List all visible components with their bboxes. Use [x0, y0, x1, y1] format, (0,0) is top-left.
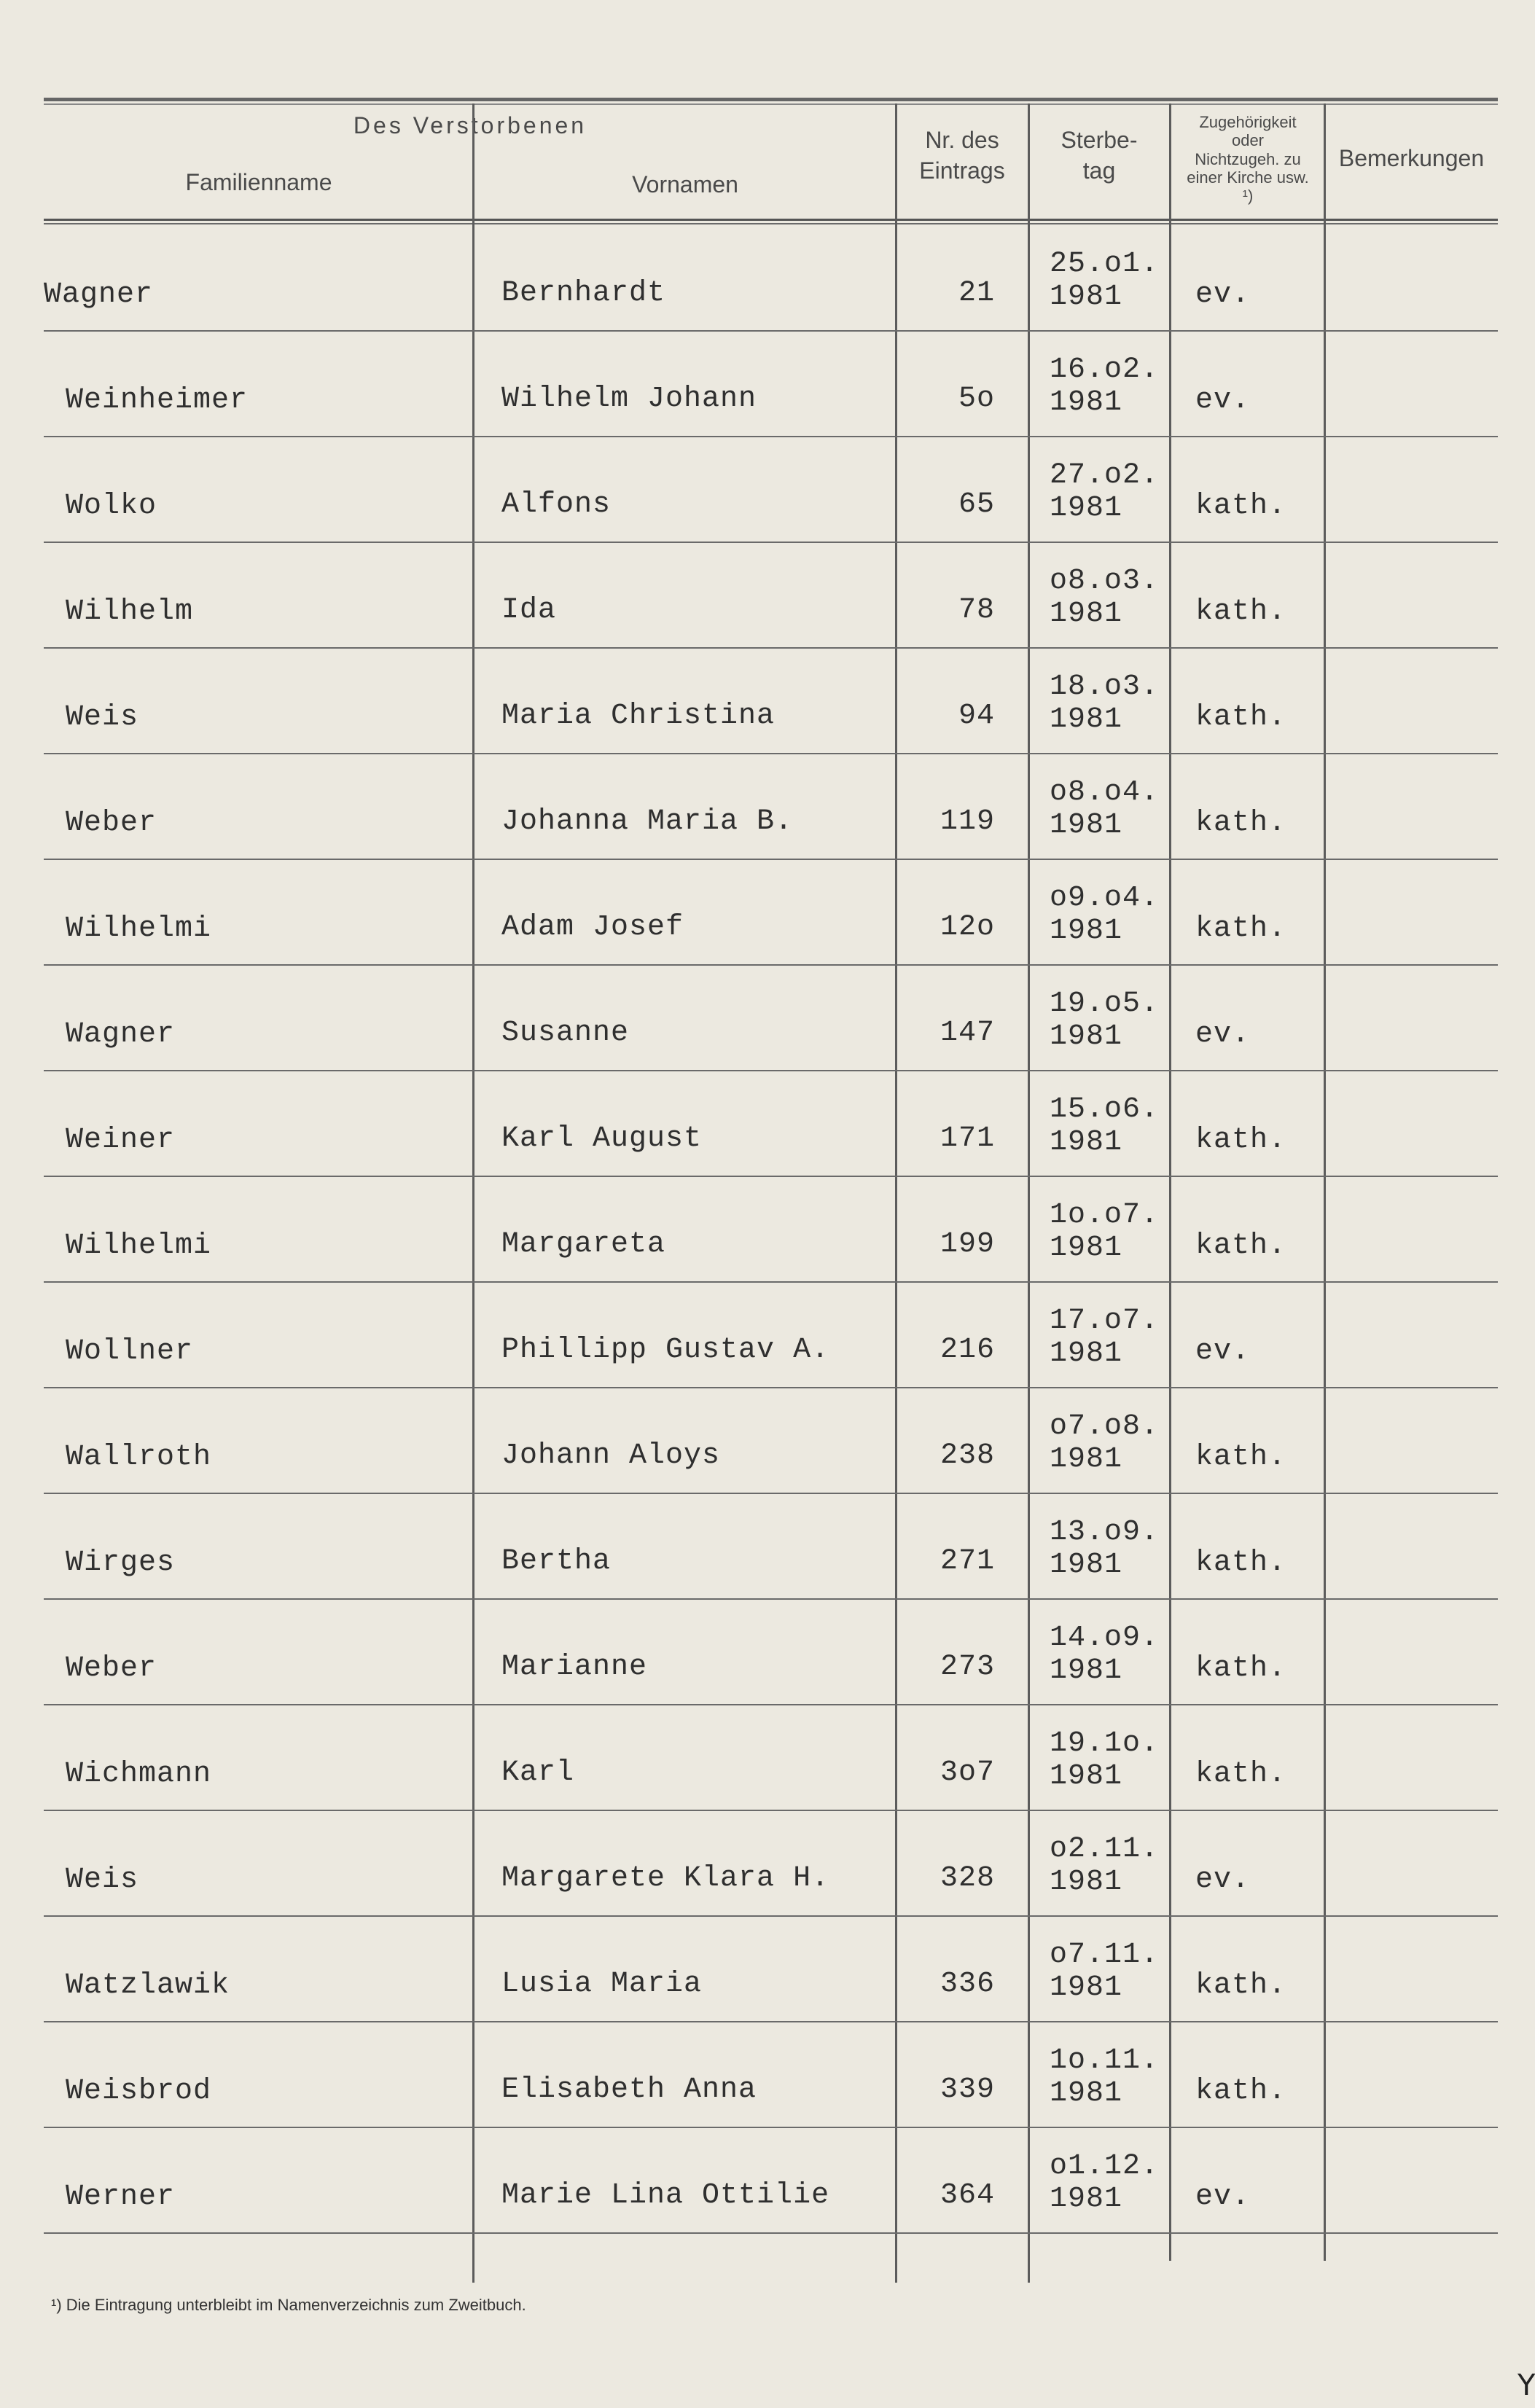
header-group-title: Des Verstorbenen	[353, 112, 587, 138]
death-date-day-cell: 19.1o.	[1050, 1727, 1160, 1760]
given-name-cell: Alfons	[501, 488, 612, 521]
header-nr-line1: Nr. des	[925, 127, 999, 153]
family-name-cell: Weiner	[66, 1124, 176, 1157]
church-cell: kath.	[1195, 1441, 1287, 1474]
header-church-line1: Zugehörigkeit	[1199, 113, 1297, 131]
family-name-cell: Wolko	[66, 490, 157, 523]
death-date-day-cell: 1o.o7.	[1050, 1199, 1160, 1232]
family-name-cell: Weis	[66, 701, 139, 734]
death-date-day-cell: 18.o3.	[1050, 671, 1160, 703]
entry-number-cell: 5o	[958, 383, 995, 415]
column-divider-given	[895, 103, 897, 2283]
given-name-cell: Adam Josef	[501, 911, 684, 944]
death-date-year-cell: 1981	[1050, 1866, 1123, 1899]
death-date-year-cell: 1981	[1050, 915, 1123, 947]
death-date-day-cell: 16.o2.	[1050, 353, 1160, 386]
column-divider-date	[1169, 103, 1171, 2261]
death-date-year-cell: 1981	[1050, 1971, 1123, 2004]
header-nr-line2: Eintrags	[919, 157, 1005, 184]
row-separator	[44, 647, 1498, 649]
row-separator	[44, 1915, 1498, 1917]
entry-number-cell: 199	[940, 1228, 995, 1261]
family-name-cell: Wichmann	[66, 1758, 212, 1791]
church-cell: kath.	[1195, 1230, 1287, 1262]
death-date-day-cell: o1.12.	[1050, 2150, 1160, 2183]
death-date-year-cell: 1981	[1050, 1443, 1123, 1476]
row-separator	[44, 859, 1498, 860]
entry-number-cell: 21	[958, 277, 995, 310]
entry-number-cell: 364	[940, 2179, 995, 2212]
row-separator	[44, 2232, 1498, 2234]
church-cell: ev.	[1195, 1018, 1251, 1051]
header-date	[1029, 125, 1169, 186]
entry-number-cell: 147	[940, 1017, 995, 1049]
family-name-cell: Weinheimer	[66, 384, 249, 417]
given-name-cell: Lusia Maria	[501, 1968, 703, 2001]
row-separator	[44, 2021, 1498, 2022]
death-date-year-cell: 1981	[1050, 598, 1123, 630]
row-separator	[44, 1704, 1498, 1705]
death-date-year-cell: 1981	[1050, 492, 1123, 525]
death-date-day-cell: 19.o5.	[1050, 988, 1160, 1020]
row-separator	[44, 1598, 1498, 1600]
death-date-year-cell: 1981	[1050, 1020, 1123, 1053]
entry-number-cell: 216	[940, 1334, 995, 1367]
entry-number-cell: 336	[940, 1968, 995, 2001]
header-date-line2: tag	[1082, 157, 1116, 184]
death-date-day-cell: 27.o2.	[1050, 459, 1160, 492]
death-date-day-cell: 17.o7.	[1050, 1305, 1160, 1337]
header-nr	[897, 125, 1028, 186]
row-separator	[44, 1493, 1498, 1494]
row-separator	[44, 1810, 1498, 1811]
given-name-cell: Karl August	[501, 1122, 703, 1155]
given-name-cell: Bernhardt	[501, 277, 666, 310]
header-church-line3: Nichtzugeh. zu	[1195, 149, 1301, 168]
entry-number-cell: 273	[940, 1651, 995, 1684]
given-name-cell: Marie Lina Ottilie	[501, 2179, 830, 2212]
death-date-year-cell: 1981	[1050, 1760, 1123, 1793]
edge-mark: Y	[1518, 2369, 1535, 2402]
entry-number-cell: 339	[940, 2073, 995, 2106]
church-cell: kath.	[1195, 2075, 1287, 2108]
given-name-cell: Susanne	[501, 1017, 630, 1049]
row-separator	[44, 1176, 1498, 1177]
family-name-cell: Wagner	[44, 278, 154, 311]
death-date-day-cell: 25.o1.	[1050, 248, 1160, 281]
death-date-year-cell: 1981	[1050, 1549, 1123, 1582]
death-date-year-cell: 1981	[1050, 1654, 1123, 1687]
header-church	[1171, 113, 1325, 205]
death-date-day-cell: o7.11.	[1050, 1939, 1160, 1971]
church-cell: kath.	[1195, 701, 1287, 734]
church-cell: kath.	[1195, 912, 1287, 945]
column-divider-nr	[1028, 103, 1030, 2283]
family-name-cell: Wallroth	[66, 1441, 212, 1474]
row-separator	[44, 964, 1498, 966]
church-cell: kath.	[1195, 1547, 1287, 1579]
row-separator	[44, 753, 1498, 754]
family-name-cell: Weber	[66, 1652, 157, 1685]
family-name-cell: Wilhelmi	[66, 912, 212, 945]
row-separator	[44, 330, 1498, 332]
death-date-day-cell: o8.o3.	[1050, 565, 1160, 598]
header-church-line4: einer Kirche usw.	[1187, 168, 1309, 187]
family-name-cell: Werner	[66, 2181, 176, 2213]
family-name-cell: Wollner	[66, 1335, 194, 1368]
header-date-line1: Sterbe-	[1061, 127, 1138, 153]
given-name-cell: Marianne	[501, 1651, 648, 1684]
family-name-cell: Watzlawik	[66, 1969, 230, 2002]
given-name-cell: Ida	[501, 594, 557, 627]
church-cell: ev.	[1195, 384, 1251, 417]
header-church-line5: ¹)	[1242, 187, 1254, 206]
given-name-cell: Wilhelm Johann	[501, 383, 757, 415]
family-name-cell: Wagner	[66, 1018, 176, 1051]
church-cell: ev.	[1195, 1335, 1251, 1368]
entry-number-cell: 119	[940, 805, 995, 838]
top-rule	[44, 98, 1498, 101]
given-name-cell: Karl	[501, 1756, 575, 1789]
church-cell: kath.	[1195, 1969, 1287, 2002]
death-date-day-cell: o8.o4.	[1050, 776, 1160, 809]
row-separator	[44, 542, 1498, 543]
footnote: ¹) Die Eintragung unterbleibt im Namenverzeichnis zum Zweitbuch.	[51, 2296, 526, 2314]
entry-number-cell: 78	[958, 594, 995, 627]
row-separator	[44, 1070, 1498, 1071]
row-separator	[44, 1281, 1498, 1283]
death-date-day-cell: 14.o9.	[1050, 1622, 1160, 1654]
death-date-year-cell: 1981	[1050, 2077, 1123, 2110]
church-cell: kath.	[1195, 1124, 1287, 1157]
death-date-year-cell: 1981	[1050, 1126, 1123, 1159]
header-bottom-rule-thin	[44, 223, 1498, 224]
death-date-year-cell: 1981	[1050, 2183, 1123, 2216]
church-cell: kath.	[1195, 595, 1287, 628]
entry-number-cell: 3o7	[940, 1756, 995, 1789]
given-name-cell: Johann Aloys	[501, 1439, 721, 1472]
death-date-year-cell: 1981	[1050, 1337, 1123, 1370]
row-separator	[44, 436, 1498, 437]
given-name-cell: Maria Christina	[501, 700, 776, 732]
church-cell: ev.	[1195, 278, 1251, 311]
death-date-year-cell: 1981	[1050, 703, 1123, 736]
header-family: Familienname	[185, 169, 332, 195]
row-separator	[44, 1387, 1498, 1388]
entry-number-cell: 94	[958, 700, 995, 732]
church-cell: kath.	[1195, 1652, 1287, 1685]
header-church-line2: oder	[1231, 131, 1265, 150]
death-date-day-cell: o7.o8.	[1050, 1410, 1160, 1443]
row-separator	[44, 2127, 1498, 2128]
death-date-year-cell: 1981	[1050, 809, 1123, 842]
church-cell: ev.	[1195, 1864, 1251, 1896]
family-name-cell: Weis	[66, 1864, 139, 1896]
entry-number-cell: 12o	[940, 911, 995, 944]
family-name-cell: Weisbrod	[66, 2075, 212, 2108]
given-name-cell: Johanna Maria B.	[501, 805, 794, 838]
church-cell: kath.	[1195, 490, 1287, 523]
column-divider-family	[472, 103, 474, 2283]
death-date-year-cell: 1981	[1050, 281, 1123, 313]
entry-number-cell: 328	[940, 1862, 995, 1895]
given-name-cell: Bertha	[501, 1545, 612, 1578]
top-rule-thin	[44, 103, 1498, 105]
church-cell: kath.	[1195, 807, 1287, 840]
given-name-cell: Phillipp Gustav A.	[501, 1334, 830, 1367]
column-divider-church	[1324, 103, 1326, 2261]
death-date-day-cell: 13.o9.	[1050, 1516, 1160, 1549]
header-remarks: Bemerkungen	[1338, 145, 1485, 171]
death-date-day-cell: o2.11.	[1050, 1833, 1160, 1866]
given-name-cell: Elisabeth Anna	[501, 2073, 757, 2106]
given-name-cell: Margarete Klara H.	[501, 1862, 830, 1895]
family-name-cell: Wilhelm	[66, 595, 194, 628]
death-date-day-cell: 15.o6.	[1050, 1093, 1160, 1126]
header-given: Vornamen	[632, 171, 738, 198]
family-name-cell: Wirges	[66, 1547, 176, 1579]
entry-number-cell: 171	[940, 1122, 995, 1155]
family-name-cell: Weber	[66, 807, 157, 840]
death-date-year-cell: 1981	[1050, 1232, 1123, 1264]
header-bottom-rule	[44, 219, 1498, 221]
death-date-day-cell: o9.o4.	[1050, 882, 1160, 915]
entry-number-cell: 271	[940, 1545, 995, 1578]
given-name-cell: Margareta	[501, 1228, 666, 1261]
death-date-day-cell: 1o.11.	[1050, 2044, 1160, 2077]
church-cell: kath.	[1195, 1758, 1287, 1791]
entry-number-cell: 65	[958, 488, 995, 521]
death-date-year-cell: 1981	[1050, 386, 1123, 419]
family-name-cell: Wilhelmi	[66, 1230, 212, 1262]
church-cell: ev.	[1195, 2181, 1251, 2213]
entry-number-cell: 238	[940, 1439, 995, 1472]
